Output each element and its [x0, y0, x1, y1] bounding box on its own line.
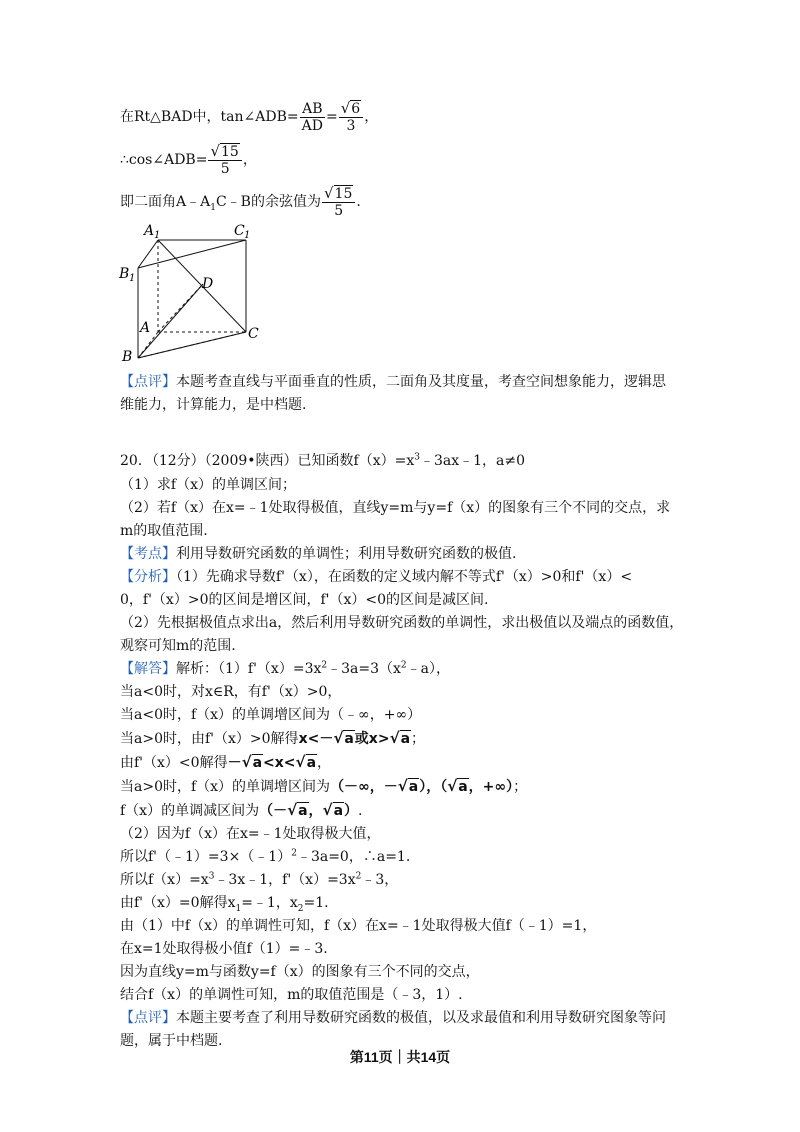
text: ﹣a），	[406, 661, 450, 677]
text: =1.	[303, 895, 329, 911]
math-image: x<－√a或x>√a	[298, 729, 411, 747]
text: 当a>0时，f（x）的单调增区间为	[120, 779, 331, 795]
text: （1）先确求导数f'（x），在函数的定义域内解不等式f'（x）>0和f'（x）<	[176, 569, 633, 585]
math-image: （－√a，√a）	[259, 801, 359, 819]
jieda-line-1	[120, 660, 450, 678]
text: 20．（12分）（2009•陕西）已知函数f（x）=x	[120, 453, 415, 469]
tag-kaodian: 【考点】	[120, 546, 176, 562]
text: ；	[513, 779, 528, 795]
denominator: 3	[346, 118, 356, 134]
subscript: 1	[235, 903, 242, 914]
text: ﹣3，	[361, 872, 399, 888]
fenxi-line-1	[120, 568, 632, 586]
text: ﹣3a=3（x	[327, 661, 401, 677]
text: f（x）的单调减区间为	[120, 803, 260, 819]
jieda-line-13: 在x=1处取得极小值f（1）=﹣3.	[120, 941, 328, 957]
text: =﹣1，x	[241, 895, 298, 911]
review-line-1	[120, 373, 666, 391]
denominator: 5	[220, 161, 230, 177]
kaodian-line	[120, 545, 516, 563]
text: 本题主要考查了利用导数研究函数的极值，以及求最值和利用导数研究图象等问	[176, 1010, 666, 1026]
superscript: 2	[355, 871, 362, 882]
tag-dianping: 【点评】	[120, 1010, 176, 1026]
jieda-line-15: 结合f（x）的单调性可知，m的取值范围是（﹣3，1）.	[120, 987, 463, 1003]
superscript: 2	[291, 848, 297, 859]
review2-line-1	[120, 1009, 666, 1027]
text: 所以f'（﹣1）=3×（﹣1）	[120, 849, 292, 865]
text: 本题考查直线与平面垂直的性质，二面角及其度量，考查空间想象能力，逻辑思	[176, 374, 666, 390]
solution-line-tan	[120, 100, 378, 134]
text: =	[325, 109, 338, 125]
page-footer: 第11页｜共14页	[349, 1049, 451, 1065]
label-a: A	[140, 320, 151, 336]
tag-jieda: 【解答】	[120, 661, 176, 677]
sqrt: √6	[340, 99, 361, 117]
superscript: 3	[414, 452, 420, 463]
denominator: 5	[334, 203, 344, 219]
jieda-line-10	[120, 871, 398, 889]
label-b: B	[122, 349, 133, 364]
text: 由f'（x）=0解得x	[120, 895, 236, 911]
text: ，	[364, 109, 379, 125]
text: ∴cos∠ADB=	[120, 152, 208, 168]
label-c: C	[248, 326, 259, 342]
text: 在Rt△BAD中，tan∠ADB=	[120, 109, 299, 125]
jieda-line-2: 当a<0时，对x∈R，有f'（x）>0，	[120, 684, 342, 700]
text: 当a>0时，由f'（x）>0解得	[120, 731, 299, 747]
jieda-line-9	[120, 848, 410, 866]
superscript: 2	[400, 660, 407, 671]
fenxi-line-3: （2）先根据极值点求出a，然后利用导数研究函数的单调性，求出极值以及端点的函数值，	[120, 615, 684, 631]
text: .	[358, 803, 363, 819]
label-c1: C	[234, 223, 245, 239]
label-b1-sub: 1	[129, 273, 136, 284]
math-image: －√a<x<√a	[227, 753, 317, 771]
problem-20-q2-cont: m的取值范围.	[120, 523, 208, 539]
jieda-line-6	[120, 777, 527, 796]
tag-dianping: 【点评】	[120, 374, 176, 390]
label-c1-sub: 1	[244, 230, 251, 241]
text: C﹣B的余弦值为	[215, 194, 321, 210]
numerator: AB	[302, 100, 323, 117]
label-d: D	[202, 276, 214, 292]
superscript: 2	[321, 660, 328, 671]
fraction-sqrt15-5	[322, 185, 355, 219]
label-b1: B	[119, 266, 130, 282]
fraction-sqrt6-3	[339, 100, 363, 134]
text: 利用导数研究函数的单调性；利用导数研究函数的极值.	[176, 546, 517, 562]
tag-fenxi: 【分析】	[120, 569, 176, 585]
text: ；	[411, 731, 426, 747]
text: 所以f（x）=x	[120, 872, 209, 888]
review2-line-2: 题，属于中档题.	[120, 1033, 223, 1049]
text: 维能力，计算能力，是中档题.	[120, 397, 307, 413]
subscript: 2	[297, 903, 304, 914]
jieda-line-7	[120, 801, 362, 820]
subscript: 1	[210, 202, 216, 213]
jieda-line-12: 由（1）中f（x）的单调性可知，f（x）在x=﹣1处取得极大值f（﹣1）=1，	[120, 918, 597, 934]
problem-20-q2: （2）若f（x）在x=﹣1处取得极值，直线y=m与y=f（x）的图象有三个不同的交点，求	[120, 500, 671, 516]
text: .	[356, 194, 361, 210]
label-a1: A	[144, 223, 155, 239]
jieda-line-14: 因为直线y=m与函数y=f（x）的图象有三个不同的交点，	[120, 964, 480, 980]
text: 由f'（x）<0解得	[120, 755, 228, 771]
text: ﹣3x﹣1，f'（x）=3x	[214, 872, 356, 888]
sqrt: √15	[210, 142, 239, 160]
review-line-2	[120, 396, 306, 414]
fraction-sqrt15-5	[208, 143, 241, 177]
text: ，	[317, 755, 332, 771]
label-a1-sub: 1	[154, 230, 161, 241]
math-image: （－∞，－√a），（√a，+∞）	[330, 777, 514, 795]
solution-line-cos	[120, 143, 257, 177]
solution-line-dihedral	[120, 185, 361, 219]
denominator: AD	[301, 117, 323, 134]
problem-20-q1: （1）求f（x）的单调区间；	[120, 477, 296, 493]
text: ﹣3ax﹣1，a≠0	[419, 453, 525, 469]
fenxi-line-2: 0，f'（x）>0的区间是增区间，f'（x）<0的区间是减区间.	[120, 592, 489, 608]
prism-figure	[118, 222, 268, 364]
superscript: 3	[208, 871, 215, 882]
fraction-ab-ad	[300, 101, 325, 134]
fenxi-line-4: 观察可知m的范围.	[120, 638, 236, 654]
text: 解析：（1）f'（x）=3x	[176, 661, 322, 677]
jieda-line-11	[120, 894, 329, 912]
jieda-line-5	[120, 753, 331, 772]
text: ﹣3a=0，∴a=1.	[296, 849, 411, 865]
jieda-line-4	[120, 729, 425, 748]
sqrt: √15	[323, 184, 353, 202]
text: 即二面角A﹣A	[120, 194, 211, 210]
jieda-line-3: 当a<0时，f（x）的单调增区间为（﹣∞，+∞）	[120, 707, 422, 723]
text: ，	[242, 152, 257, 168]
jieda-line-8: （2）因为f（x）在x=﹣1处取得极大值，	[120, 826, 381, 842]
problem-20-heading	[120, 452, 525, 470]
